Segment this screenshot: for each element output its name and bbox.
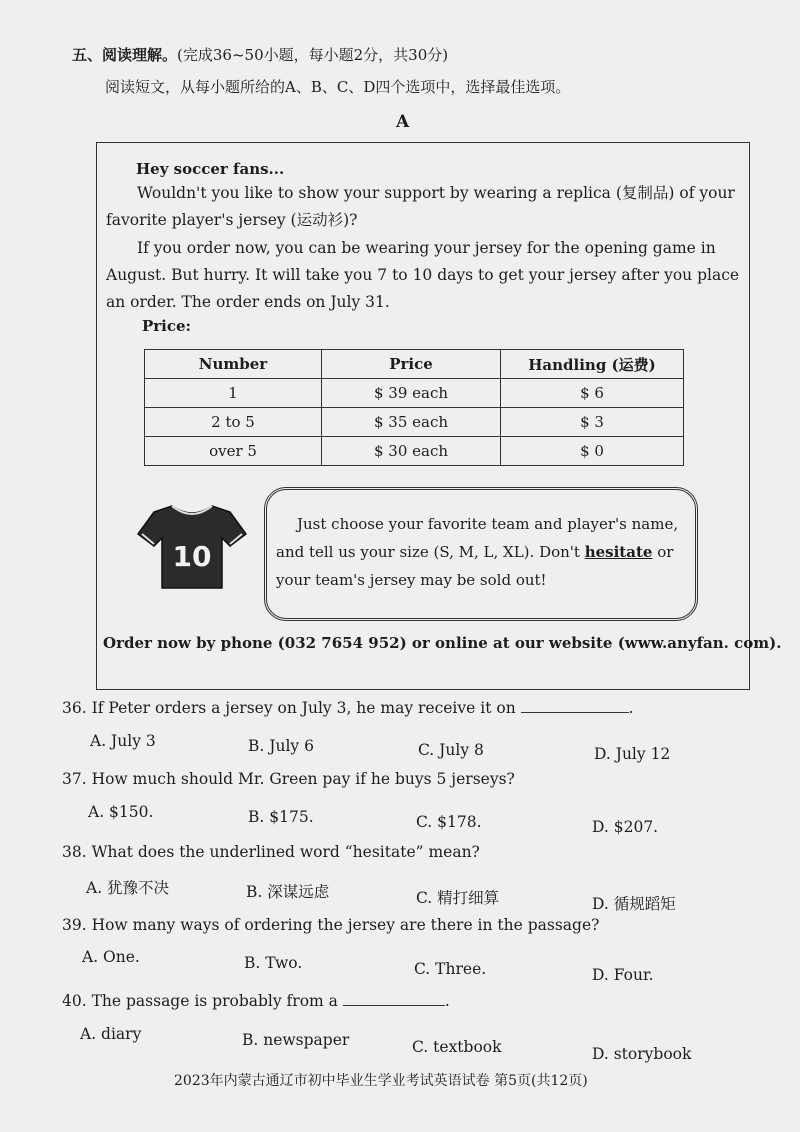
question-40: 40. The passage is probably from a . [62,992,450,1010]
option-d: D. July 12 [594,745,671,763]
option-c: C. Three. [414,960,487,978]
underlined-word: hesitate [584,543,653,561]
cell-number: 1 [145,379,322,408]
page-footer: 2023年内蒙古通辽市初中毕业生学业考试英语试卷 第5页(共12页) [174,1073,588,1089]
jersey-icon [136,500,248,590]
option-b: B. July 6 [248,737,314,755]
option-c: C. textbook [412,1038,502,1056]
cell-handling: $ 0 [501,437,684,466]
header-handling: Handling (运费) [501,350,684,379]
price-label: Price: [142,317,192,335]
table-row [145,408,684,437]
price-table [144,349,684,466]
passage-label: A [396,112,410,132]
option-a: A. diary [80,1025,142,1043]
section-instructions: 阅读短文，从每小题所给的A、B、C、D四个选项中，选择最佳选项。 [105,78,571,96]
answer-blank [521,698,629,713]
question-37: 37. How much should Mr. Green pay if he buys 5 jerseys? [62,770,515,788]
question-36: 36. If Peter orders a jersey on July 3, he may receive it on . [62,699,634,717]
header-number: Number [145,350,322,379]
order-line: Order now by phone (032 7654 952) or online at our website (www.anyfan. com). [103,634,782,652]
bubble-text: Just choose your favorite team and player's name, and tell us your size (S, M, L, XL). Don't hesitate or your team's jersey may be sold out! [276,515,679,589]
table-row [145,437,684,466]
cell-number: 2 to 5 [145,408,322,437]
option-b: B. 深谋远虑 [246,883,330,901]
option-d: D. 循规蹈矩 [592,895,676,913]
option-d: D. $207. [592,818,659,836]
ad-paragraph-2: If you order now, you can be wearing your jersey for the opening game in August. But hurry. It will take you 7 to 10 days to get your jersey after you place an order. The order ends on July 31. [106,239,740,311]
option-b: B. Two. [244,954,303,972]
option-b: B. $175. [248,808,314,826]
answer-blank [343,991,445,1006]
cell-price: $ 39 each [322,379,501,408]
option-c: C. 精打细算 [416,889,500,907]
cell-handling: $ 3 [501,408,684,437]
header-price: Price [322,350,501,379]
jersey-number: 10 [172,540,212,573]
option-c: C. $178. [416,813,482,831]
option-a: A. One. [82,948,140,966]
cell-number: over 5 [145,437,322,466]
option-a: A. 犹豫不决 [86,879,170,897]
option-a: A. $150. [88,803,154,821]
option-d: D. storybook [592,1045,692,1063]
cell-price: $ 30 each [322,437,501,466]
option-a: A. July 3 [90,732,156,750]
option-b: B. newspaper [242,1031,350,1049]
cell-price: $ 35 each [322,408,501,437]
ad-paragraph-1: Wouldn't you like to show your support by wearing a replica (复制品) of your favorite player's jersey (运动衫)? [106,184,735,229]
section-title: 五、阅读理解。(完成36~50小题，每小题2分，共30分) [72,46,449,64]
option-c: C. July 8 [418,741,484,759]
ad-greeting: Hey soccer fans... [136,160,285,178]
option-d: D. Four. [592,966,654,984]
question-38: 38. What does the underlined word “hesitate” mean? [62,843,480,861]
question-39: 39. How many ways of ordering the jersey are there in the passage? [62,916,600,934]
cell-handling: $ 6 [501,379,684,408]
price-table-header [145,350,684,379]
table-row [145,379,684,408]
